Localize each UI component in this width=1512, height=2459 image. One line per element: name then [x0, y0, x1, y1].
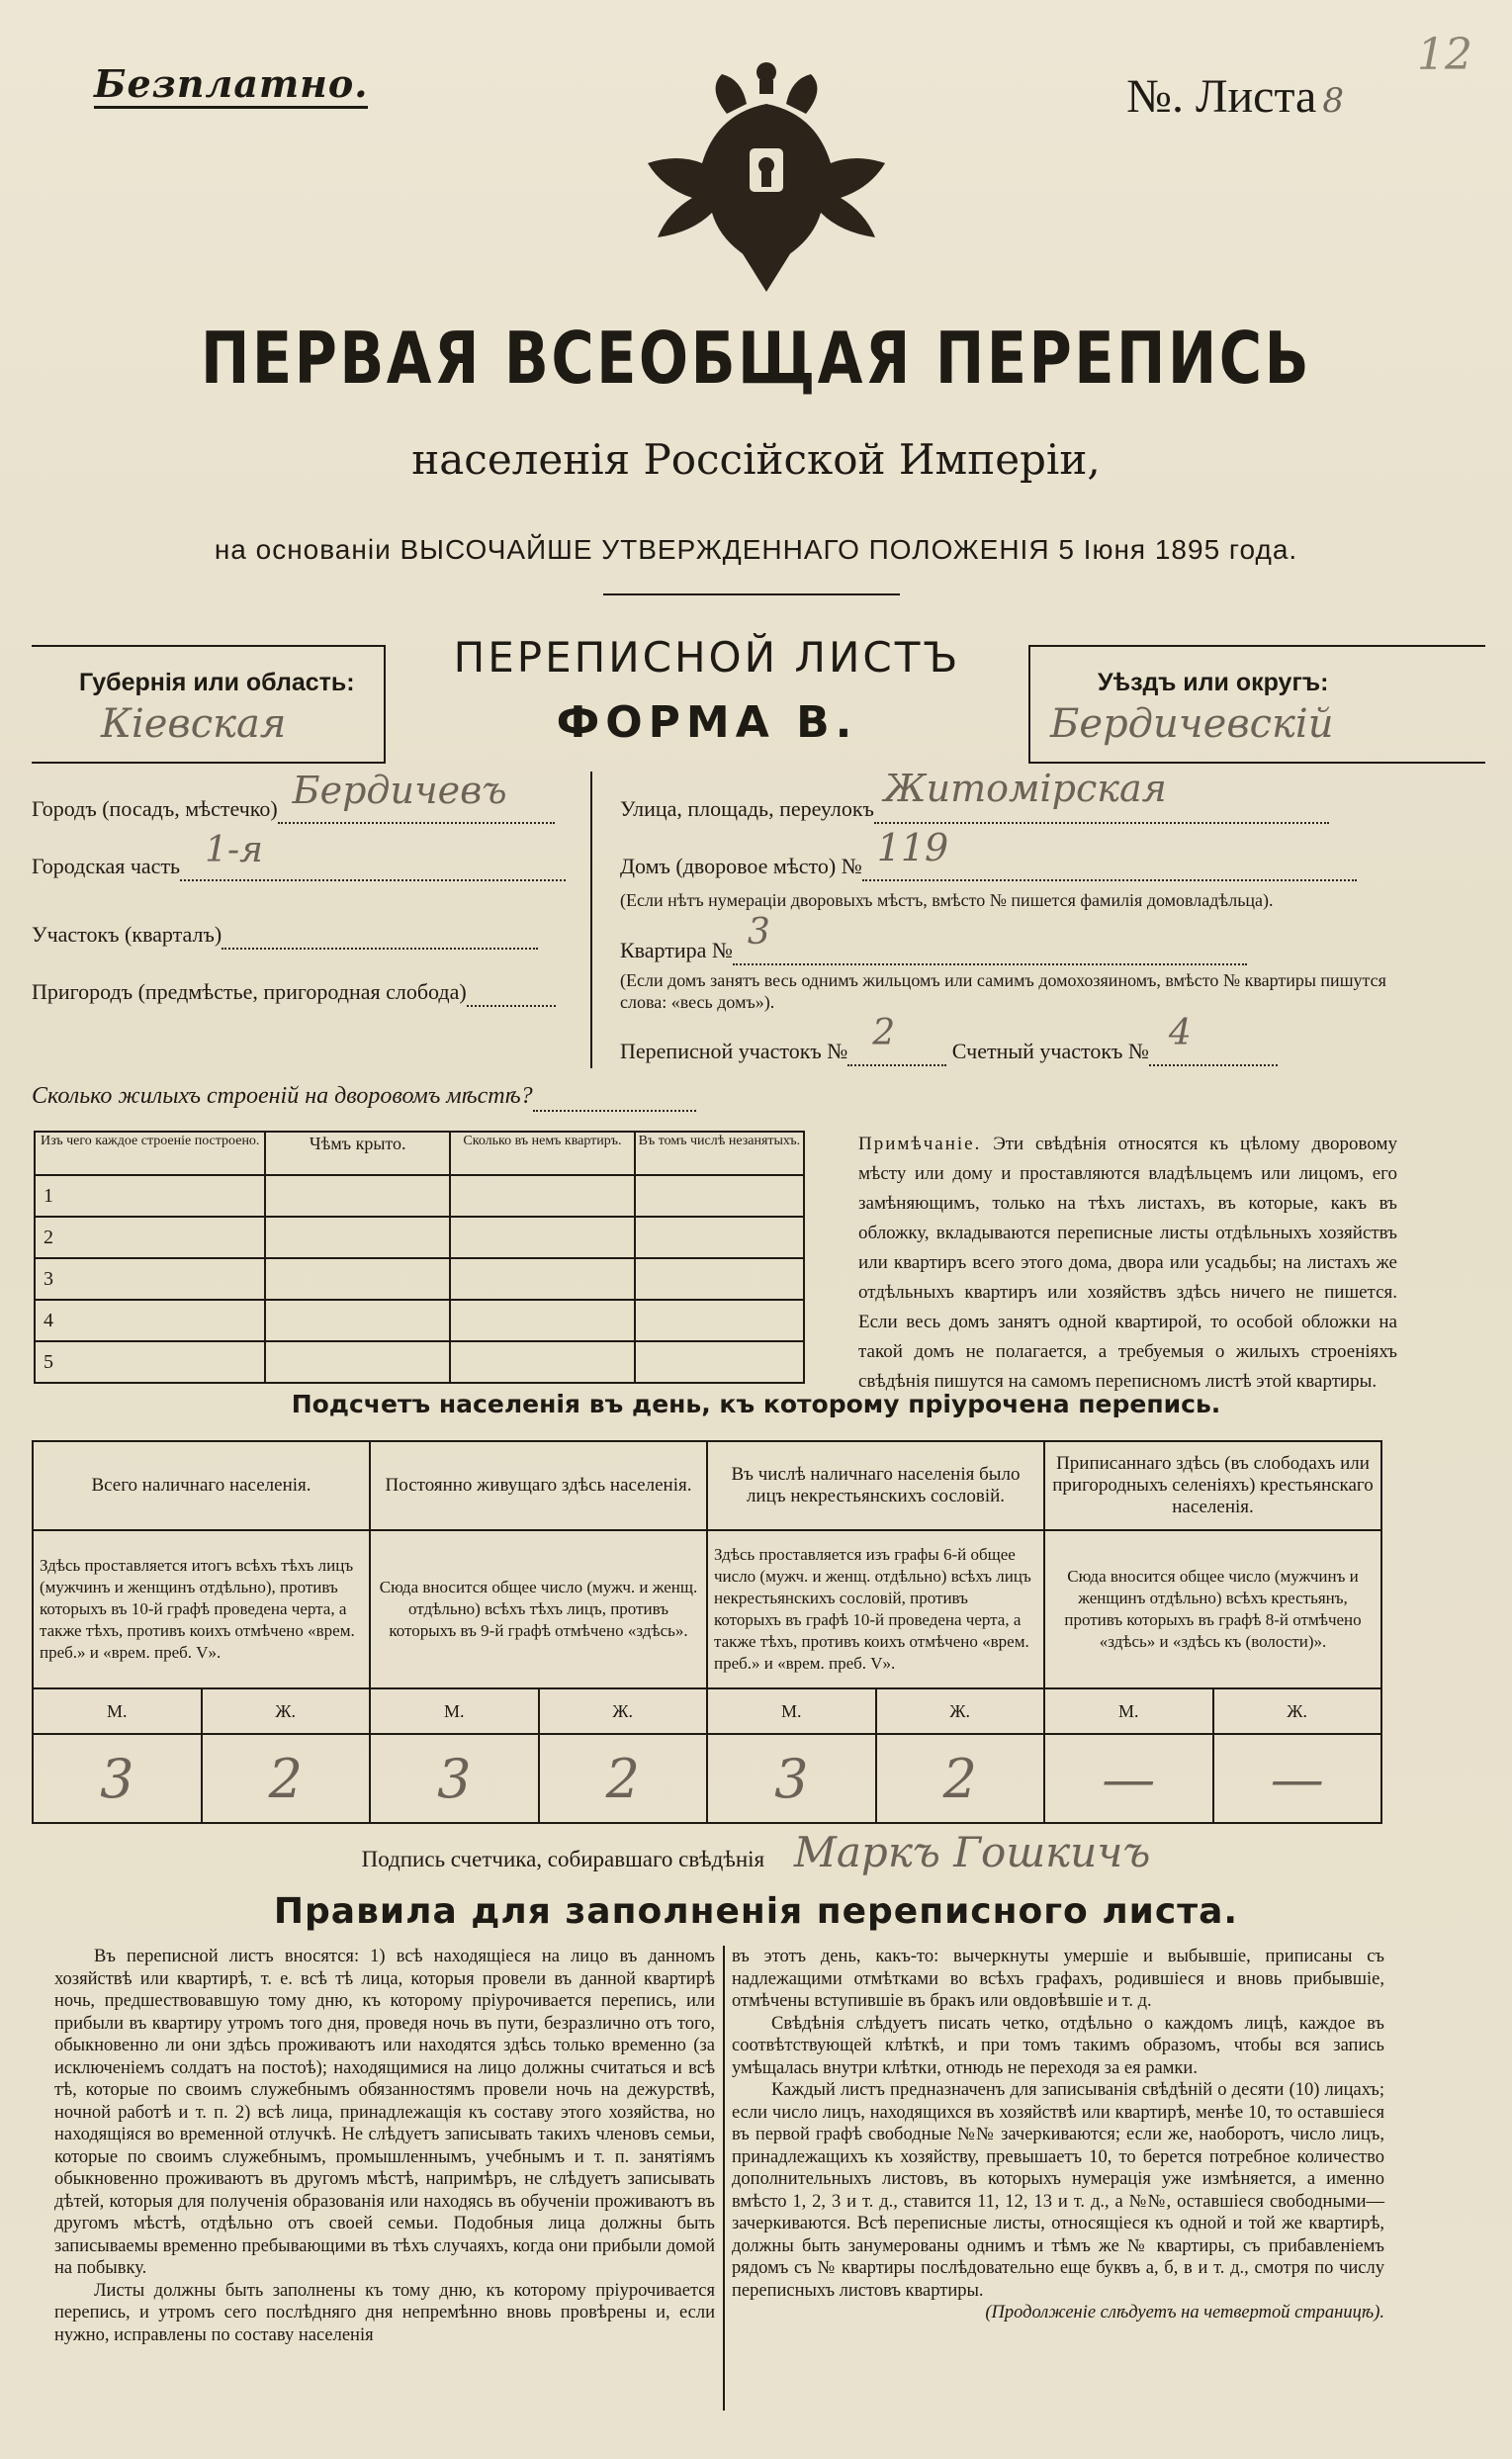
- buildings-row-number: 5: [35, 1341, 265, 1383]
- census-area-field: [620, 1013, 1278, 1066]
- gubernia-box: [32, 645, 386, 764]
- uezd-label: Уѣздъ или округъ:: [1098, 669, 1329, 696]
- buildings-cell: [265, 1300, 450, 1341]
- buildings-header-apartments: Сколько въ немъ квартиръ.: [450, 1132, 635, 1175]
- buildings-header-vacant: Въ томъ числѣ незанятыхъ.: [635, 1132, 804, 1175]
- house-field: [620, 826, 1357, 881]
- form-type: ФОРМА В.: [556, 697, 858, 748]
- city-part-label: Городская часть: [32, 854, 181, 878]
- count-head-permanent: Постоянно живущаго здѣсь населенія.: [370, 1441, 707, 1530]
- census-area-value: 2: [872, 1013, 896, 1053]
- count-m-label: М.: [1044, 1688, 1213, 1734]
- rules-paragraph: Свѣдѣнія слѣдуетъ писать четко, отдѣльно о каждомъ лицѣ, каждое въ соотвѣтствующей клѣткѣ, и при томъ такимъ образомъ, чтобы вся запись умѣщалась внутри клѣтки, отнюдь не переходя за ея рамки.: [732, 2013, 1384, 2078]
- count-f-label: Ж.: [876, 1688, 1045, 1734]
- rules-paragraph: Каждый листъ предназначенъ для записыванія свѣдѣній о десяти (10) лицахъ; если число лицъ, находящихся въ хозяйствѣ или квартирѣ, менѣе 10, то оставшіеся въ первой графѣ свободные №№ зачеркиваются; если же, наоборотъ, число лицъ, принадлежащихъ къ хозяйству, превышаетъ 10, то берется потребное количество дополнительныхъ листовъ, въ которыхъ нумерація уже измѣняется, а именно вмѣсто 1, 2, 3 и т. д., ставится 11, 12, 13 и т. д., а №№, оставшіеся свободными—зачеркиваются. Всѣ переписные листы, относящіеся къ одной и той же квартирѣ, должны быть занумерованы однимъ и тѣмъ же № квартиры, съ прибавленіемъ рядомъ съ № квартиры послѣдовательно еще буквъ а, б, в и т. д., смотря по числу переписныхъ листовъ квартиры.: [732, 2080, 1384, 2301]
- buildings-header-row: [35, 1132, 804, 1175]
- buildings-header-material: Изъ чего каждое строеніе построено.: [35, 1132, 265, 1175]
- sheet-number-label: №. Листа: [1126, 70, 1317, 123]
- buildings-cell: [450, 1300, 635, 1341]
- street-label: Улица, площадь, переулокъ: [620, 796, 874, 821]
- rules-continued-note: (Продолженіе слѣдуетъ на четвертой страницѣ).: [985, 2303, 1384, 2322]
- count-total-f: 2: [202, 1734, 371, 1823]
- rules-left-column: [54, 1946, 715, 2346]
- apartment-label: Квартира №: [620, 938, 733, 962]
- count-desc-permanent: Сюда вносится общее число (мужч. и женщ. отдѣльно) всѣхъ тѣхъ лицъ, противъ которыхъ въ 9-й графѣ отмѣчено «здѣсь».: [370, 1530, 707, 1688]
- count-permanent-f: 2: [539, 1734, 708, 1823]
- count-desc-row: [33, 1530, 1381, 1688]
- buildings-row: [35, 1175, 804, 1217]
- title-divider: [603, 593, 900, 595]
- apartment-value: 3: [747, 912, 770, 953]
- rules-paragraph: въ этотъ день, какъ-то: вычеркнуты умершіе и выбывшіе, приписаны съ надлежащими отмѣтками во всѣхъ графахъ, родившіеся и вновь прибывшіе, отмѣчены вступившіе въ бракъ или овдовѣвшіе и т. д.: [732, 1947, 1384, 2011]
- buildings-cell: [265, 1175, 450, 1217]
- count-head-total: Всего наличнаго населенія.: [33, 1441, 370, 1530]
- section-label: Участокъ (кварталъ): [32, 922, 222, 947]
- count-desc-total: Здѣсь проставляется итогъ всѣхъ тѣхъ лицъ (мужчинъ и женщинъ отдѣльно), противъ которыхъ въ 10-й графѣ проведена черта, а также тѣхъ, противъ коихъ отмѣчено «врем. преб.» и «врем. преб. V».: [33, 1530, 370, 1688]
- buildings-row: [35, 1300, 804, 1341]
- count-values-row: [33, 1734, 1381, 1823]
- buildings-question-text: Сколько жилыхъ строеній на дворовомъ мѣстѣ?: [32, 1083, 533, 1109]
- rules-paragraph: Листы должны быть заполнены къ тому дню, къ которому пріурочивается перепись, и утромъ сего послѣдняго дня непремѣнно вновь провѣрены и, если нужно, исправлены по составу населенія: [54, 2280, 715, 2345]
- buildings-cell: [635, 1175, 804, 1217]
- house-note: (Если нѣтъ нумераціи дворовыхъ мѣстъ, вмѣсто № пишется фамилія домовладѣльца).: [620, 890, 1274, 910]
- count-m-label: М.: [707, 1688, 876, 1734]
- count-peasant-f: —: [1213, 1734, 1382, 1823]
- buildings-cell: [265, 1258, 450, 1300]
- remark-label: Примѣчаніе.: [858, 1134, 982, 1154]
- section-field: [32, 922, 538, 950]
- apartment-field: [620, 912, 1247, 965]
- buildings-row-number: 1: [35, 1175, 265, 1217]
- city-part-field: [32, 830, 566, 881]
- buildings-cell: [635, 1258, 804, 1300]
- count-header-row: [33, 1441, 1381, 1530]
- address-divider: [590, 772, 592, 1068]
- sheet-number: [1126, 69, 1344, 124]
- gubernia-label: Губернія или область:: [79, 669, 355, 696]
- buildings-cell: [450, 1258, 635, 1300]
- suburb-field: [32, 979, 556, 1007]
- buildings-cell: [635, 1341, 804, 1383]
- count-f-label: Ж.: [202, 1688, 371, 1734]
- city-label: Городъ (посадъ, мѣстечко): [32, 796, 278, 821]
- imperial-eagle-emblem: [633, 54, 900, 302]
- enumerator-signature: [0, 1828, 1512, 1876]
- signature-value: Маркъ Гошкичъ: [793, 1828, 1151, 1876]
- count-f-label: Ж.: [539, 1688, 708, 1734]
- buildings-cell: [635, 1217, 804, 1258]
- population-count-table: [32, 1440, 1382, 1824]
- city-value: Бердичевъ: [292, 769, 507, 812]
- document-title: ПЕРВАЯ ВСЕОБЩАЯ ПЕРЕПИСЬ: [200, 317, 1312, 400]
- census-area-label: Переписной участокъ №: [620, 1039, 848, 1063]
- count-head-peasant: Приписаннаго здѣсь (въ слободахъ или пригородныхъ селеніяхъ) крестьянскаго населенія.: [1044, 1441, 1381, 1530]
- count-sex-row: [33, 1688, 1381, 1734]
- buildings-cell: [265, 1217, 450, 1258]
- buildings-row: [35, 1341, 804, 1383]
- city-part-value: 1-я: [205, 830, 263, 870]
- buildings-cell: [265, 1341, 450, 1383]
- rules-paragraph: Въ переписной листъ вносятся: 1) всѣ находящіеся на лицо въ данномъ хозяйствѣ или квартирѣ, т. е. всѣ тѣ лица, которыя провели въ данной квартирѣ ночь, предшествовавшую тому дню, къ которому пріурочивается перепись, или прибыли въ квартиру утромъ того дня, проведя ночь въ пути, безразлично отъ того, обыкновенно ли они здѣсь проживаютъ или находятся здѣсь только временно (за исключеніемъ солдатъ на постоѣ); находящимися на лицо должны считаться и всѣ тѣ, которые по своимъ служебнымъ обязанностямъ провели ночь на дежурствѣ, ночной работѣ и т. п. 2) всѣ лица, принадлежащія къ составу этого хозяйства, но находящіяся во временной отлучкѣ. Не слѣдуетъ записывать такихъ членовъ семьи, которые по своимъ служебнымъ, промышленнымъ, учебнымъ и т. п. занятіямъ обыкновенно проживаютъ въ другомъ мѣстѣ, напримѣръ, не слѣдуетъ записывать дѣтей, которыя для полученія образованія или находясь въ обученіи проживаютъ въ другомъ мѣстѣ, отдѣльно отъ своей семьи. Подобныя лица должны быть записываемы временно пребывающими въ тѣхъ случаяхъ, когда они прибыли домой на побывку.: [54, 1947, 715, 2278]
- count-area-label: Счетный участокъ №: [951, 1039, 1149, 1063]
- buildings-row-number: 4: [35, 1300, 265, 1341]
- buildings-header-roof: Чѣмъ крыто.: [265, 1132, 450, 1175]
- count-m-label: М.: [370, 1688, 539, 1734]
- count-head-non-peasant: Въ числѣ наличнаго населенія было лицъ некрестьянскихъ сословій.: [707, 1441, 1044, 1530]
- apartment-note: (Если домъ занятъ весь однимъ жильцомъ или самимъ домохозяиномъ, вмѣсто № квартиры пишутся слова: «весь домъ»).: [620, 970, 1386, 1012]
- city-field: [32, 769, 555, 824]
- signature-label: Подпись счетчика, собиравшаго свѣдѣнія: [361, 1847, 765, 1871]
- free-of-charge-label: Безплатно.: [94, 61, 368, 109]
- count-non-peasant-f: 2: [876, 1734, 1045, 1823]
- street-field: [620, 767, 1329, 824]
- buildings-cell: [450, 1341, 635, 1383]
- buildings-row-number: 2: [35, 1217, 265, 1258]
- buildings-question: [32, 1083, 696, 1112]
- corner-handwritten-mark: 12: [1417, 30, 1472, 80]
- count-peasant-m: —: [1044, 1734, 1213, 1823]
- population-count-title: Подсчетъ населенія въ день, къ которому пріурочена перепись.: [291, 1390, 1221, 1418]
- uezd-value: Бердичевскій: [1050, 701, 1334, 747]
- count-permanent-m: 3: [370, 1734, 539, 1823]
- buildings-cell: [635, 1300, 804, 1341]
- house-value: 119: [876, 826, 949, 869]
- buildings-cell: [450, 1175, 635, 1217]
- gubernia-value: Кіевская: [101, 701, 287, 747]
- count-total-m: 3: [33, 1734, 202, 1823]
- count-desc-non-peasant: Здѣсь проставляется изъ графы 6-й общее число (мужч. и женщ. отдѣльно) всѣхъ лицъ некрестьянскихъ сословій, противъ которыхъ въ графѣ 10-й проведена черта, а также тѣхъ, противъ коихъ отмѣчено «врем. преб.» и «врем. преб. V».: [707, 1530, 1044, 1688]
- suburb-label: Пригородъ (предмѣстье, пригородная слобода): [32, 979, 467, 1004]
- buildings-row: [35, 1217, 804, 1258]
- buildings-table: [34, 1131, 805, 1384]
- decree-line: на основаніи ВЫСОЧАЙШЕ УТВЕРЖДЕННАГО ПОЛОЖЕНІЯ 5 Іюня 1895 года.: [214, 534, 1298, 565]
- count-f-label: Ж.: [1213, 1688, 1382, 1734]
- buildings-cell: [450, 1217, 635, 1258]
- street-value: Житомірская: [883, 767, 1167, 810]
- remark-text: Эти свѣдѣнія относятся къ цѣлому дворовому мѣсту или дому и проставляются владѣльцемъ или лицомъ, его замѣняющимъ, только на тѣхъ листахъ, въ которые, какъ въ обложку, вкладываются переписные листы отдѣльныхъ хозяйствъ или квартиръ всего этого дома, двора или усадьбы; на листахъ же отдѣльныхъ квартиръ или хозяйствъ здѣсь ничего не пишется. Если весь домъ занятъ одной квартирой, то особой обложки на такой домъ не полагается, а требуемыя о жилыхъ строеніяхъ свѣдѣнія пишутся на самомъ переписномъ листѣ этой квартиры.: [858, 1134, 1397, 1392]
- uezd-box: [1028, 645, 1485, 764]
- remark-note: [858, 1130, 1397, 1397]
- document-subtitle: населенія Россійской Имперіи,: [411, 435, 1101, 484]
- count-m-label: М.: [33, 1688, 202, 1734]
- buildings-row-number: 3: [35, 1258, 265, 1300]
- buildings-row: [35, 1258, 804, 1300]
- rules-right-column: [732, 1946, 1384, 2324]
- house-label: Домъ (дворовое мѣсто) №: [620, 854, 862, 878]
- count-desc-peasant: Сюда вносится общее число (мужчинъ и женщинъ отдѣльно) всѣхъ крестьянъ, противъ которыхъ въ графѣ 8-й отмѣчено «здѣсь» и «здѣсь къ (волости)».: [1044, 1530, 1381, 1688]
- sheet-number-value: 8: [1322, 81, 1344, 121]
- count-non-peasant-m: 3: [707, 1734, 876, 1823]
- count-area-value: 4: [1168, 1013, 1192, 1053]
- rules-column-divider: [723, 1946, 725, 2411]
- rules-title: Правила для заполненія переписного листа.: [273, 1891, 1239, 1932]
- form-name: ПЕРЕПИСНОЙ ЛИСТЪ: [453, 633, 961, 682]
